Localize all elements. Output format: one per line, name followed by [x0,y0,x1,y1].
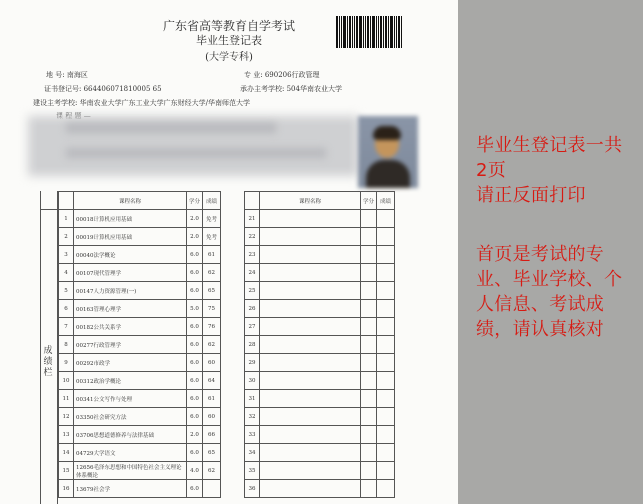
course-score [377,372,395,390]
area-value: 南海区 [66,71,88,79]
row-spacer [40,354,59,372]
course-name: 03706思想道德修养与法律基础 [74,426,187,444]
course-credit [361,462,377,480]
table-row [245,462,395,480]
course-name: 00292市政学 [74,354,187,372]
course-score: 62 [203,462,221,480]
row-number: 27 [245,318,260,336]
table-row [245,390,395,408]
course-score [377,462,395,480]
barcode-bar [365,16,366,48]
course-score [377,228,395,246]
table-row [245,480,395,498]
table-row [40,228,221,246]
course-name [260,282,361,300]
row-number: 7 [59,318,74,336]
annotation-line: 首页是考试的专 [476,244,605,265]
course-score: 60 [203,354,221,372]
barcode-bar [354,16,355,48]
course-name: 00018计算机应用基础 [74,210,187,228]
main-school-field [33,98,250,108]
row-number: 15 [59,462,74,480]
row-number: 10 [59,372,74,390]
barcode-bar [343,16,346,48]
table-row [245,372,395,390]
table-row [245,444,395,462]
course-credit: 2.0 [187,426,203,444]
annotation-line: 绩，请认真核对 [476,319,605,340]
course-name: 00147人力资源管理(一) [74,282,187,300]
row-spacer [40,480,59,498]
area-label: 地 号: [46,71,65,79]
row-number: 33 [245,426,260,444]
course-name: 13679社会学 [74,480,187,498]
table-row [245,354,395,372]
annotation-line: 人信息、考试成 [476,294,605,315]
row-number: 34 [245,444,260,462]
course-name [260,246,361,264]
row-spacer [40,408,59,426]
scores-table-left [40,191,221,498]
row-number: 5 [59,282,74,300]
course-score: 65 [203,444,221,462]
course-credit [361,300,377,318]
course-credit: 6.0 [187,336,203,354]
barcode-bar [336,16,338,48]
course-credit [361,426,377,444]
barcode-bar [341,16,342,48]
barcode-bar [356,16,358,48]
row-spacer [40,210,59,228]
course-score [203,480,221,498]
barcode-bar [380,16,382,48]
row-number: 13 [59,426,74,444]
course-name [260,228,361,246]
course-header: 课程名称 [260,192,361,210]
barcode-bar [383,16,384,48]
row-number: 31 [245,390,260,408]
course-score [377,426,395,444]
barcode-bar [385,16,387,48]
course-score [377,282,395,300]
row-spacer [40,462,59,480]
cert-field [44,84,162,94]
row-spacer [40,300,59,318]
course-score: 免考 [203,228,221,246]
course-credit: 6.0 [187,354,203,372]
course-name [260,300,361,318]
barcode-bar [370,16,371,48]
table-row [245,282,395,300]
row-spacer [40,318,59,336]
row-spacer [40,246,59,264]
row-number: 29 [245,354,260,372]
course-score [377,444,395,462]
course-credit: 6.0 [187,444,203,462]
course-name [260,444,361,462]
barcode-bar [367,16,369,48]
course-name [260,264,361,282]
barcode-image [336,16,408,48]
course-credit [361,264,377,282]
table-row [40,210,221,228]
course-score: 61 [203,246,221,264]
annotation-panel [458,0,643,504]
redacted-line [66,148,326,158]
course-name [260,372,361,390]
row-number: 25 [245,282,260,300]
barcode-bar [401,16,402,48]
course-name: 03350社会研究方法 [74,408,187,426]
course-name [260,318,361,336]
row-number: 21 [245,210,260,228]
row-number: 16 [59,480,74,498]
course-credit: 6.0 [187,318,203,336]
barcode-bar [359,16,362,48]
course-name: 00182公共关系学 [74,318,187,336]
barcode-bar [372,16,375,48]
course-name [260,426,361,444]
row-spacer [40,372,59,390]
course-name: 00019计算机应用基础 [74,228,187,246]
student-photo [358,116,418,188]
row-number: 24 [245,264,260,282]
course-name: 00312政治学概论 [74,372,187,390]
row-number: 3 [59,246,74,264]
course-credit: 6.0 [187,246,203,264]
table-row [40,336,221,354]
barcode-bar [349,16,351,48]
row-spacer [40,336,59,354]
course-name: 00040法学概论 [74,246,187,264]
table-row [40,390,221,408]
course-credit: 6.0 [187,282,203,300]
barcode-bar [390,16,393,48]
course-score [377,300,395,318]
table-row [40,426,221,444]
row-number: 11 [59,390,74,408]
course-score: 免考 [203,210,221,228]
row-number: 9 [59,354,74,372]
course-credit: 4.0 [187,462,203,480]
table-row [245,228,395,246]
annotation-line: 毕业生登记表一共 [476,135,623,156]
table-row [40,282,221,300]
barcode-bar [347,16,348,48]
course-score [377,264,395,282]
course-name [260,480,361,498]
row-number: 26 [245,300,260,318]
course-score [377,480,395,498]
row-number: 6 [59,300,74,318]
course-credit [361,318,377,336]
cert-value: 664406071810005 65 [83,85,162,93]
course-name: 00277行政管理学 [74,336,187,354]
form-level: (大学专科) [205,52,253,63]
score-header: 成绩 [203,192,221,210]
course-score [377,408,395,426]
course-credit: 2.0 [187,210,203,228]
course-credit: 6.0 [187,390,203,408]
row-number: 12 [59,408,74,426]
table-row [40,444,221,462]
course-score [377,336,395,354]
table-header-row [40,192,221,210]
main-school-value: 华南农业大学广东工业大学广东财经大学/华南师范大学 [79,99,250,107]
course-name [260,354,361,372]
course-score: 76 [203,318,221,336]
table-row [245,264,395,282]
row-number: 1 [59,210,74,228]
scores-table-right [244,191,395,498]
course-score [377,210,395,228]
row-number: 4 [59,264,74,282]
scores-section-label: 成绩栏 [43,346,53,378]
course-score: 60 [203,408,221,426]
course-credit: 2.0 [187,228,203,246]
course-name [260,462,361,480]
host-school-value: 504华南农业大学 [286,85,342,93]
barcode-bar [339,16,340,48]
table-row [40,300,221,318]
table-row [245,300,395,318]
table-row [245,426,395,444]
course-credit [361,228,377,246]
course-credit [361,444,377,462]
course-credit: 6.0 [187,408,203,426]
row-spacer [40,426,59,444]
course-name: 00341公文写作与处理 [74,390,187,408]
course-credit: 6.0 [187,372,203,390]
course-credit [361,408,377,426]
row-spacer [40,444,59,462]
row-number: 30 [245,372,260,390]
course-score: 65 [203,282,221,300]
barcode-bar [388,16,389,48]
barcode-bar [394,16,395,48]
course-header: 课程名称 [74,192,187,210]
annotation-line: 业、毕业学校、个 [476,269,623,290]
credit-header: 学分 [361,192,377,210]
form-title: 广东省高等教育自学考试 [162,19,295,33]
barcode-bar [376,16,377,48]
table-row [40,354,221,372]
course-name: 12656毛泽东思想和中国特色社会主义理论体系概论 [74,462,187,480]
barcode-bar [378,16,379,48]
row-number: 32 [245,408,260,426]
barcode-bar [352,16,353,48]
course-score [377,354,395,372]
annotation-line: 请正反面打印 [476,185,586,206]
row-number: 22 [245,228,260,246]
host-school-field [240,84,342,94]
row-spacer [40,282,59,300]
row-spacer [40,264,59,282]
table-row [40,408,221,426]
table-row [40,462,221,480]
course-credit [361,372,377,390]
course-name [260,336,361,354]
redacted-line [66,123,276,133]
course-credit [361,282,377,300]
barcode-bar [363,16,364,48]
row-number: 36 [245,480,260,498]
area-field [46,70,88,80]
barcode-bar [398,16,400,48]
cert-label: 证书登记号: [44,85,82,93]
annotation-line: 2页 [476,160,507,181]
course-score: 75 [203,300,221,318]
table-row [40,318,221,336]
row-spacer [40,390,59,408]
table-row [245,336,395,354]
row-number: 14 [59,444,74,462]
table-row [40,246,221,264]
course-credit: 6.0 [187,264,203,282]
course-credit [361,480,377,498]
table-row [245,318,395,336]
form-subtitle: 毕业生登记表 [196,34,262,47]
course-name [260,390,361,408]
row-number: 35 [245,462,260,480]
course-score: 61 [203,390,221,408]
course-score: 62 [203,336,221,354]
course-credit [361,336,377,354]
row-number: 23 [245,246,260,264]
course-name [260,210,361,228]
major-field [244,70,320,80]
course-score [377,390,395,408]
major-label: 专 业: [244,71,263,79]
table-row [245,408,395,426]
major-value: 690206行政管理 [264,71,320,79]
host-school-label: 承办主考学校: [240,85,285,93]
table-row [245,210,395,228]
table-row [245,246,395,264]
course-name: 00163管理心理学 [74,300,187,318]
course-name [260,408,361,426]
course-name: 04729大学语文 [74,444,187,462]
row-number: 28 [245,336,260,354]
course-credit [361,210,377,228]
table-row [40,480,221,498]
row-number: 2 [59,228,74,246]
course-score: 62 [203,264,221,282]
course-credit [361,354,377,372]
course-credit [361,390,377,408]
row-number: 8 [59,336,74,354]
course-credit: 5.0 [187,300,203,318]
course-credit: 6.0 [187,480,203,498]
credit-header: 学分 [187,192,203,210]
course-credit [361,246,377,264]
course-score [377,246,395,264]
course-name: 00107现代管理学 [74,264,187,282]
table-row [40,264,221,282]
score-header: 成绩 [377,192,395,210]
course-score: 64 [203,372,221,390]
row-spacer [40,228,59,246]
barcode-bar [396,16,397,48]
table-header-row [245,192,395,210]
course-score [377,318,395,336]
table-row [40,372,221,390]
course-score: 66 [203,426,221,444]
main-school-label: 建设主考学校: [33,99,78,107]
